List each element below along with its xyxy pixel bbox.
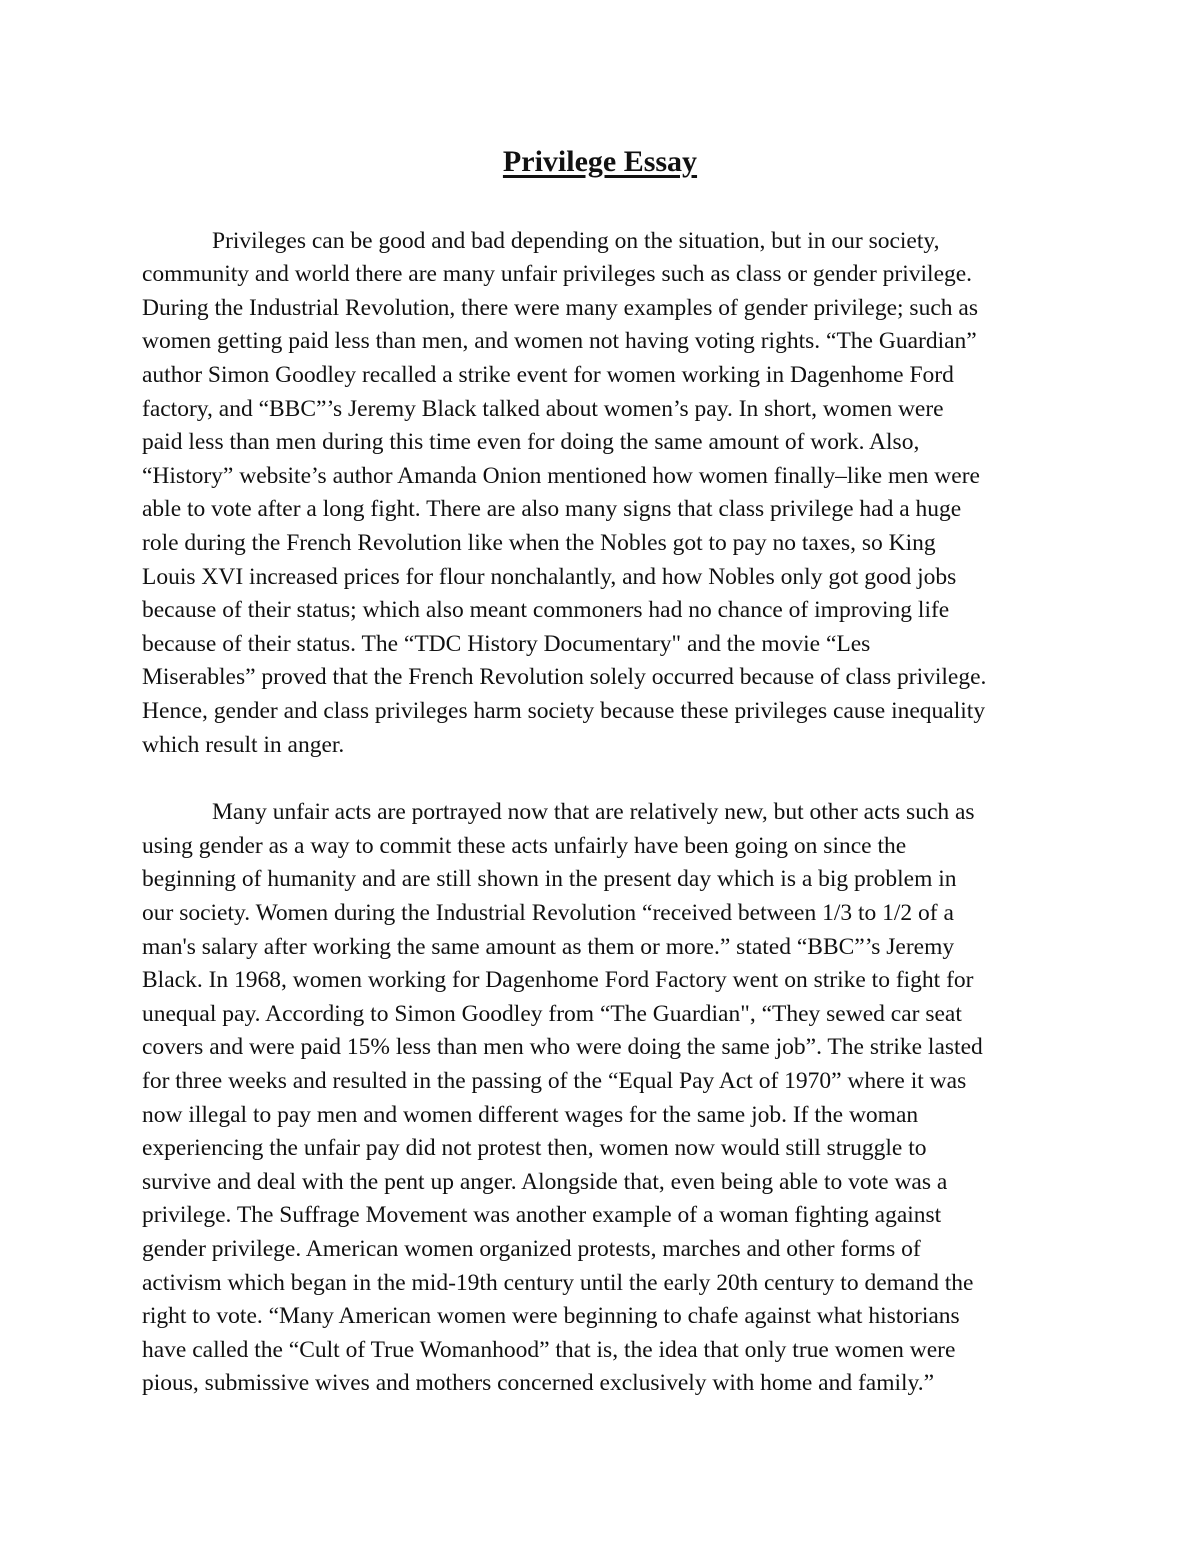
paragraph-2-line: privilege. The Suffrage Movement was another example of a woman fighting against	[142, 1202, 942, 1228]
paragraph-2-line: activism which began in the mid-19th century until the early 20th century to demand the	[142, 1270, 974, 1296]
paragraph-1-line: During the Industrial Revolution, there were many examples of gender privilege; such as	[142, 295, 978, 321]
paragraph-1-line: because of their status. The “TDC History Documentary" and the movie “Les	[142, 631, 871, 657]
paragraph-2-line: for three weeks and resulted in the passing of the “Equal Pay Act of 1970” where it was	[142, 1068, 967, 1094]
paragraph-1-line: community and world there are many unfair privileges such as class or gender privilege.	[142, 261, 973, 287]
paragraph-1-line: Miserables” proved that the French Revolution solely occurred because of class privilege.	[142, 664, 987, 690]
paragraph-1-line: Louis XVI increased prices for flour nonchalantly, and how Nobles only got good jobs	[142, 564, 957, 590]
paragraph-1-line: “History” website’s author Amanda Onion mentioned how women finally–like men were	[142, 463, 980, 489]
paragraph-2-line: beginning of humanity and are still shown in the present day which is a big problem in	[142, 866, 957, 892]
paragraph-2-line: Many unfair acts are portrayed now that are relatively new, but other acts such as	[212, 799, 975, 825]
paragraph-1-line: Privileges can be good and bad depending on the situation, but in our society,	[212, 228, 940, 254]
paragraph-1-line: which result in anger.	[142, 732, 345, 758]
paragraph-1-line: women getting paid less than men, and women not having voting rights. “The Guardian”	[142, 328, 977, 354]
paragraph-2-line: unequal pay. According to Simon Goodley from “The Guardian", “They sewed car seat	[142, 1001, 962, 1027]
paragraph-1-line: because of their status; which also meant commoners had no chance of improving life	[142, 597, 950, 623]
paragraph-2-line: man's salary after working the same amount as them or more.” stated “BBC”’s Jeremy	[142, 934, 955, 960]
paragraph-1-line: author Simon Goodley recalled a strike event for women working in Dagenhome Ford	[142, 362, 954, 388]
paragraph-1-line: factory, and “BBC”’s Jeremy Black talked about women’s pay. In short, women were	[142, 396, 944, 422]
paragraph-2-line: using gender as a way to commit these acts unfairly have been going on since the	[142, 833, 907, 859]
paragraph-2-line: right to vote. “Many American women were beginning to chafe against what historians	[142, 1303, 960, 1329]
paragraph-2-line: have called the “Cult of True Womanhood” that is, the idea that only true women were	[142, 1337, 956, 1363]
paragraph-1-line: Hence, gender and class privileges harm society because these privileges cause inequality	[142, 698, 986, 724]
paragraph-2-line: pious, submissive wives and mothers concerned exclusively with home and family.”	[142, 1370, 935, 1396]
document-title: Privilege Essay	[502, 145, 698, 178]
paragraph-2-line: gender privilege. American women organized protests, marches and other forms of	[142, 1236, 921, 1262]
paragraph-2-line: Black. In 1968, women working for Dagenhome Ford Factory went on strike to fight for	[142, 967, 974, 993]
paragraph-2-line: covers and were paid 15% less than men who were doing the same job”. The strike lasted	[142, 1034, 983, 1060]
paragraph-2-line: survive and deal with the pent up anger. Alongside that, even being able to vote was a	[142, 1169, 948, 1195]
paragraph-2-line: now illegal to pay men and women different wages for the same job. If the woman	[142, 1102, 919, 1128]
paragraph-2-line: our society. Women during the Industrial Revolution “received between 1/3 to 1/2 of a	[142, 900, 954, 926]
paragraph-2-line: experiencing the unfair pay did not protest then, women now would still struggle to	[142, 1135, 927, 1161]
paragraph-1-line: able to vote after a long fight. There are also many signs that class privilege had a huge	[142, 496, 962, 522]
paragraph-1-line: paid less than men during this time even for doing the same amount of work. Also,	[142, 429, 920, 455]
paragraph-1-line: role during the French Revolution like when the Nobles got to pay no taxes, so King	[142, 530, 936, 556]
